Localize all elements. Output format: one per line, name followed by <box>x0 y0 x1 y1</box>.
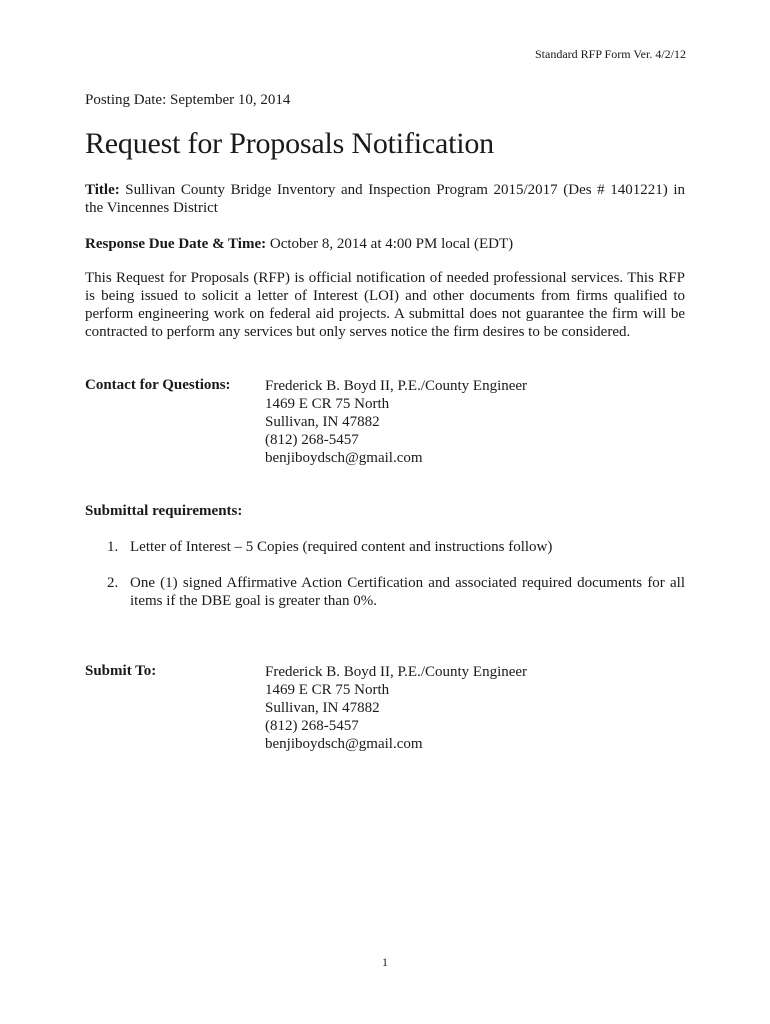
contact-phone: (812) 268-5457 <box>265 432 359 448</box>
list-item-number: 2. <box>107 575 119 591</box>
list-item <box>85 574 685 610</box>
page-number: 1 <box>382 955 388 969</box>
form-version: Standard RFP Form Ver. 4/2/12 <box>534 47 686 61</box>
response-due-value: October 8, 2014 at 4:00 PM local (EDT) <box>266 236 514 252</box>
submit-to-label: Submit To: <box>85 663 157 679</box>
document-title: Request for Proposals Notification <box>85 127 494 160</box>
contact-city: Sullivan, IN 47882 <box>265 414 380 430</box>
posting-date: Posting Date: September 10, 2014 <box>85 92 291 108</box>
title-paragraph <box>85 181 685 217</box>
submit-to-name: Frederick B. Boyd II, P.E./County Engineer <box>265 664 528 680</box>
contact-email: benjiboydsch@gmail.com <box>265 450 423 466</box>
title-value: Sullivan County Bridge Inventory and Inspection Program 2015/2017 (Des # 1401221) in the Vincennes District <box>85 182 685 216</box>
list-item-text: Letter of Interest – 5 Copies (required content and instructions follow) <box>130 539 553 555</box>
submit-to-phone: (812) 268-5457 <box>265 718 359 734</box>
list-item-text: One (1) signed Affirmative Action Certification and associated required documents for all items if the DBE goal is greater than 0%. <box>130 575 685 609</box>
list-item <box>85 538 685 556</box>
contact-label: Contact for Questions: <box>85 377 231 393</box>
submit-to-city: Sullivan, IN 47882 <box>265 700 380 716</box>
intro-paragraph: This Request for Proposals (RFP) is official notification of needed professional services. This RFP is being issued to solicit a letter of Interest (LOI) and other documents from firms qualified to perform engineering work on federal aid projects. A submittal does not guarantee the firm will be contracted to perform any services but only serves notice the firm desires to be considered. <box>85 270 685 340</box>
title-label: Title: <box>85 182 120 198</box>
contact-name: Frederick B. Boyd II, P.E./County Engineer <box>265 378 528 394</box>
submittal-list <box>85 538 685 628</box>
submit-to-address <box>265 663 527 753</box>
contact-street: 1469 E CR 75 North <box>265 396 390 412</box>
submit-to-street: 1469 E CR 75 North <box>265 682 390 698</box>
response-due-label: Response Due Date & Time: <box>85 236 267 252</box>
submittal-heading: Submittal requirements: <box>85 503 243 519</box>
contact-address <box>265 377 527 467</box>
submit-to-email: benjiboydsch@gmail.com <box>265 736 423 752</box>
list-item-number: 1. <box>107 539 119 555</box>
response-due-paragraph <box>85 235 685 253</box>
